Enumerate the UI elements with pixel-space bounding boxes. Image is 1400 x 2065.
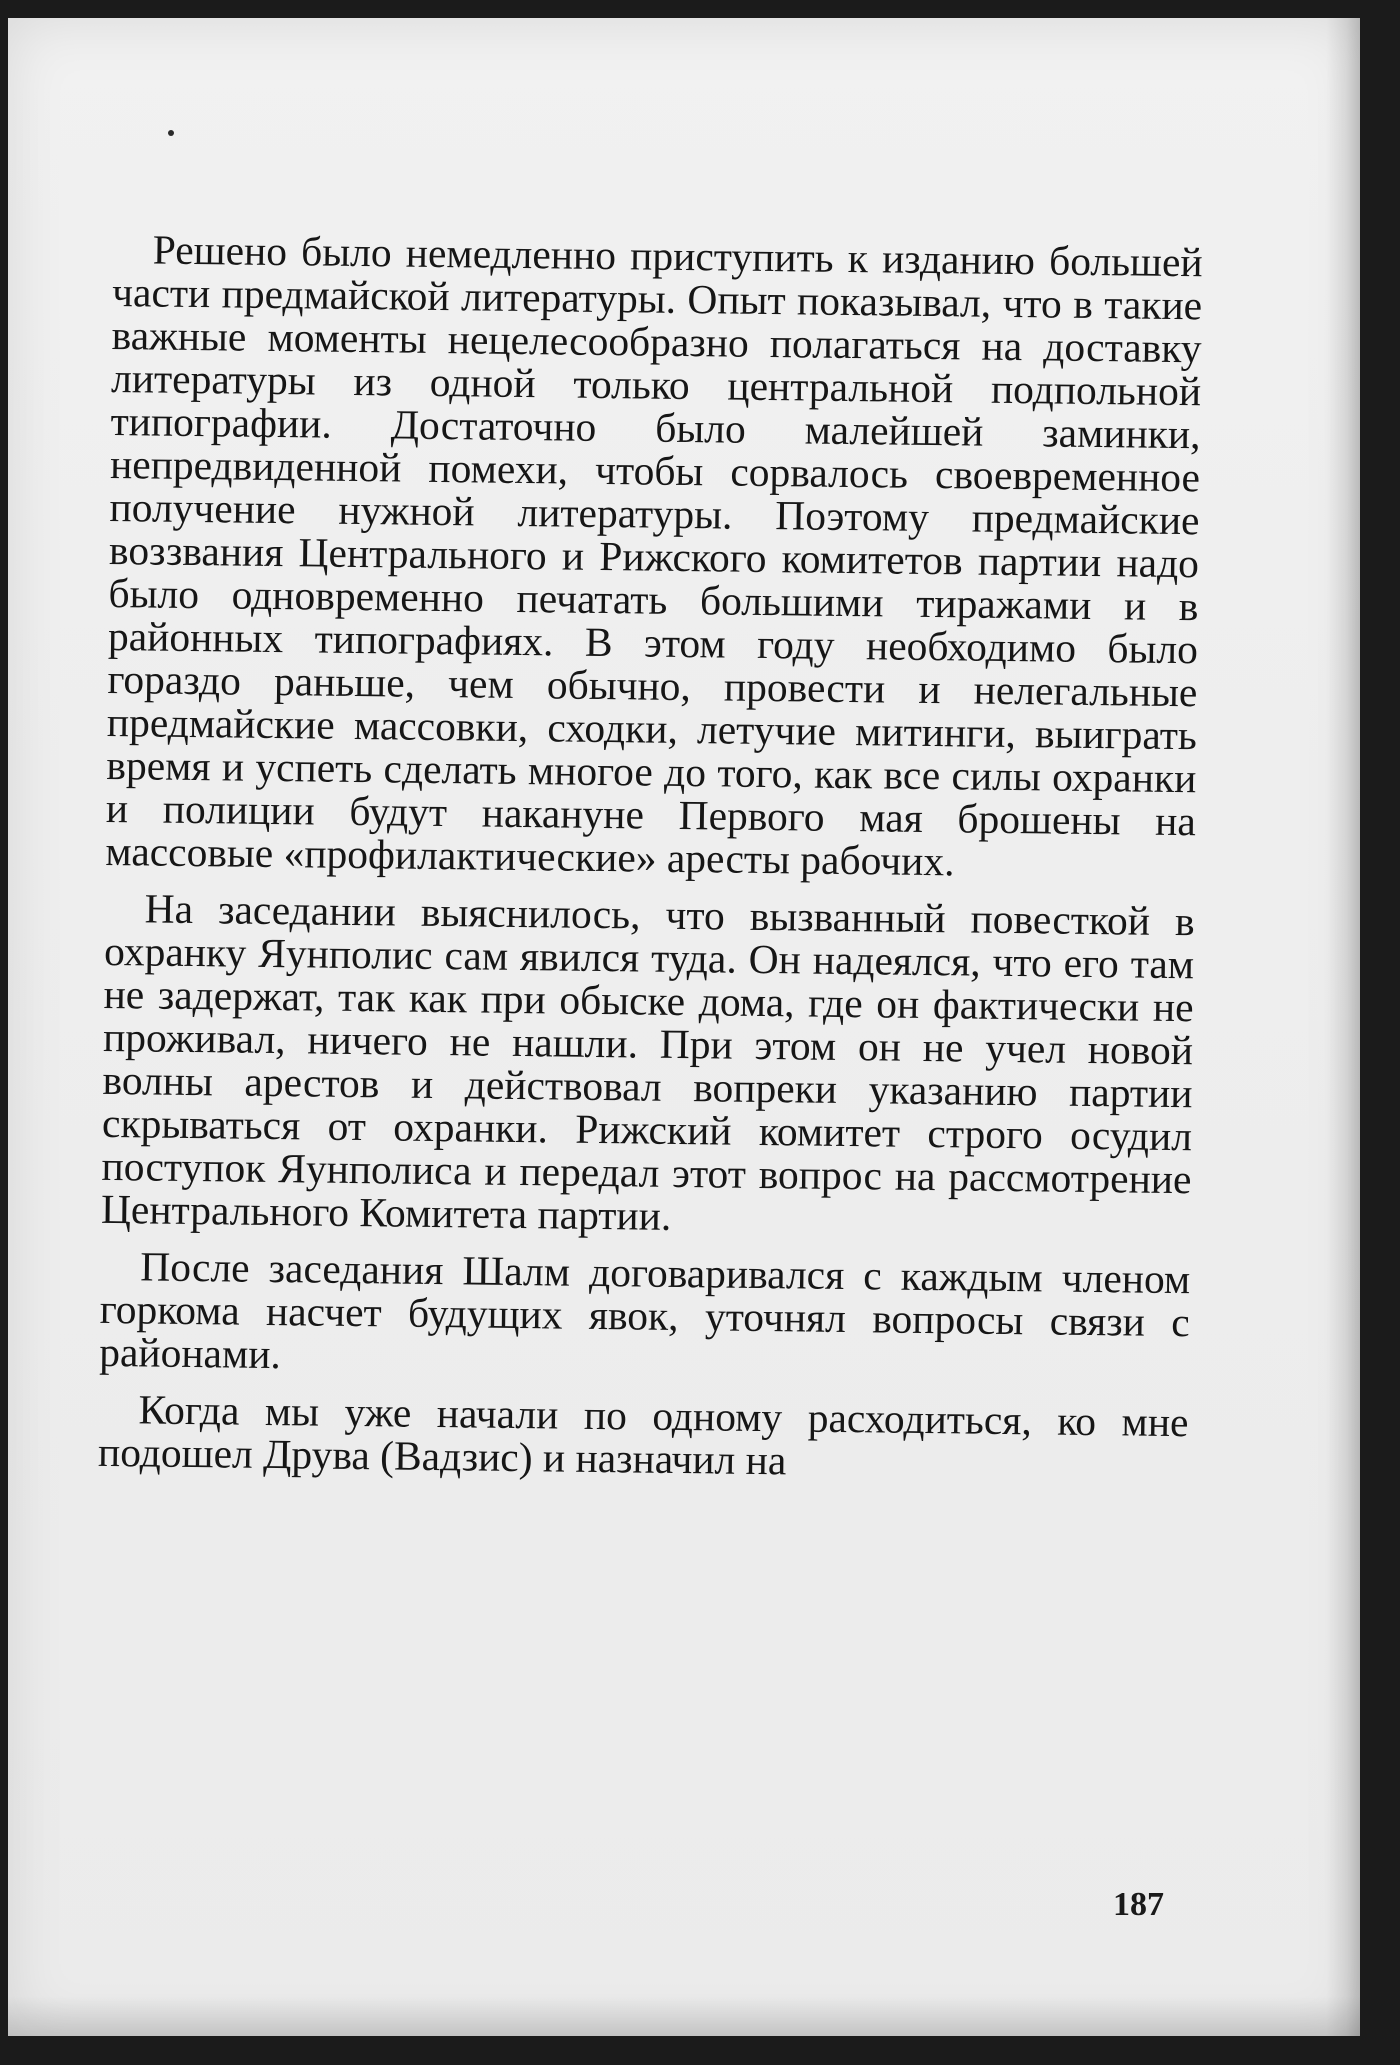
page-bottom-shadow	[8, 1996, 1360, 2036]
paragraph-3: После заседания Шалм договаривался с каждым членом горкома насчет будущих явок, уточнял вопросы связи с районами.	[98, 1243, 1191, 1378]
paragraph-1: Решено было немедленно приступить к изданию большей части предмайской литературы. Опыт показывал, что в такие важные моменты нецелесообразно полагаться на доставку литературы из одной только центральной подпольной типографии. Достаточно было малейшей заминки, непредвиденной помехи, чтобы сорвалось своевременное получение нужной литературы. Поэтому предмайские воззвания Центрального и Рижского комитетов партии надо было одновременно печатать большими тиражами и в районных типографиях. В этом году необходимо было гораздо раньше, чем обычно, провести и нелегальные предмайские массовки, сходки, летучие митинги, выиграть время и успеть сделать многое до того, как все силы охранки и полиции будут накануне Первого мая брошены на массовые «профилактические» аресты рабочих.	[105, 226, 1203, 885]
page-edge-shadow	[1326, 18, 1360, 2036]
page-number: 187	[1113, 1886, 1164, 1923]
paragraph-2: На заседании выяснилось, что вызванный повесткой в охранку Яунполис сам явился туда. Он надеялся, что его там не задержат, так как при обыске дома, где он фактически не проживал, ничего не нашли. При этом он не учел новой волны арестов и действовал вопреки указанию партии скрываться от охранки. Рижский комитет строго осудил поступок Яунполиса и передал этот вопрос на рассмотрение Центрального Комитета партии.	[100, 885, 1195, 1239]
ink-speck	[168, 130, 174, 136]
body-text	[98, 228, 1203, 1501]
book-page	[8, 18, 1360, 2036]
paragraph-4: Когда мы уже начали по одному расходиться, ко мне подошел Друва (Вадзис) и назначил на	[97, 1386, 1189, 1484]
